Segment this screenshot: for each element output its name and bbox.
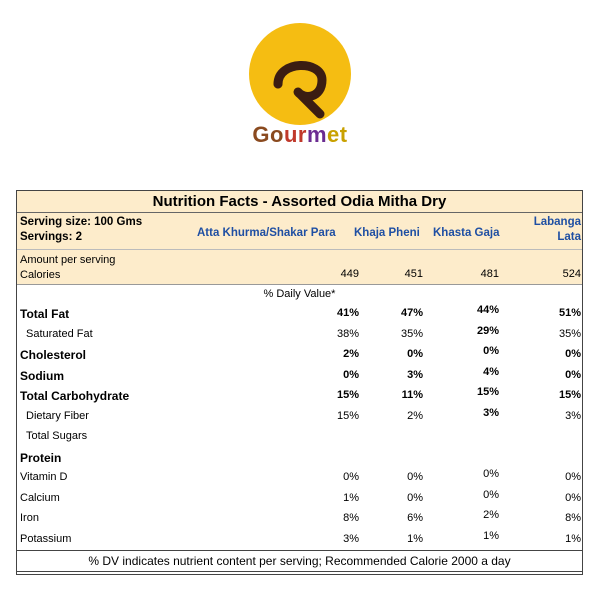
amount-label bbox=[20, 253, 115, 283]
table-row bbox=[17, 447, 582, 468]
nutrient-label: Total Carbohydrate bbox=[20, 389, 130, 403]
table-row bbox=[17, 365, 582, 386]
nutrient-value: 3% bbox=[343, 532, 359, 545]
nutrient-value: 15% bbox=[476, 386, 499, 398]
nutrient-value: 2% bbox=[407, 409, 423, 422]
table-row bbox=[17, 426, 582, 447]
nutrient-label: Cholesterol bbox=[20, 348, 87, 362]
column-header bbox=[522, 215, 581, 245]
nutrient-value: 15% bbox=[558, 389, 581, 401]
column-header: Atta Khurma/Shakar Para bbox=[197, 227, 336, 239]
calories-value: 524 bbox=[562, 268, 581, 280]
nutrient-value: 1% bbox=[343, 491, 359, 504]
gourmet-logo bbox=[248, 22, 352, 126]
nutrient-label: Dietary Fiber bbox=[26, 409, 89, 422]
nutrient-label: Total Fat bbox=[20, 307, 70, 321]
table-row bbox=[17, 324, 582, 345]
nutrient-value: 38% bbox=[336, 327, 359, 340]
nutrient-value: 6% bbox=[407, 512, 423, 524]
calories-value: 451 bbox=[404, 268, 423, 280]
table-row bbox=[17, 344, 582, 365]
nutrient-value: 8% bbox=[565, 512, 581, 524]
gourmet-logo-icon bbox=[248, 22, 352, 126]
dv-header-row bbox=[17, 285, 582, 303]
nutrient-value: 44% bbox=[476, 304, 499, 316]
nutrient-value: 4% bbox=[483, 365, 499, 378]
column-header: Khasta Gaja bbox=[433, 227, 500, 239]
column-header-line: Lata bbox=[557, 231, 581, 243]
nutrient-label: Calcium bbox=[20, 491, 60, 504]
nutrient-value: 35% bbox=[400, 327, 423, 340]
nutrient-value: 3% bbox=[407, 368, 423, 381]
amount-per-serving: Amount per serving bbox=[20, 254, 116, 266]
nutrient-label: Sodium bbox=[20, 368, 64, 383]
table-title: Nutrition Facts - Assorted Odia Mitha Dry bbox=[17, 191, 582, 213]
nutrient-value: 0% bbox=[565, 471, 581, 483]
brand-part: et bbox=[327, 122, 348, 147]
nutrient-value: 0% bbox=[483, 488, 499, 501]
calories-row bbox=[17, 250, 582, 285]
table-row bbox=[17, 488, 582, 509]
nutrient-value: 0% bbox=[343, 368, 359, 381]
calories-value: 481 bbox=[480, 268, 499, 280]
nutrient-value: 35% bbox=[558, 327, 581, 340]
table-footer-note: % DV indicates nutrient content per serving; Recommended Calorie 2000 a day bbox=[16, 550, 583, 572]
table-row bbox=[17, 406, 582, 427]
brand-name bbox=[0, 122, 600, 148]
nutrient-label: Total Sugars bbox=[26, 430, 88, 442]
nutrient-value: 1% bbox=[483, 529, 499, 542]
nutrient-value: 0% bbox=[343, 471, 359, 483]
column-header-line: Labanga bbox=[533, 216, 581, 228]
servings-count: Servings: 2 bbox=[20, 231, 82, 243]
nutrient-value: 0% bbox=[407, 348, 423, 360]
nutrient-rows bbox=[17, 285, 582, 549]
table-row bbox=[17, 529, 582, 550]
nutrient-value: 3% bbox=[565, 409, 581, 422]
brand-part: m bbox=[306, 122, 328, 147]
nutrient-value: 0% bbox=[565, 491, 581, 504]
nutrient-value: 11% bbox=[401, 389, 423, 401]
serving-info bbox=[20, 215, 142, 245]
nutrient-value: 0% bbox=[483, 345, 499, 357]
header-row bbox=[17, 213, 582, 250]
table-row bbox=[17, 385, 582, 406]
nutrient-value: 0% bbox=[565, 348, 581, 360]
calories-label: Calories bbox=[20, 269, 61, 281]
nutrition-table bbox=[16, 190, 583, 575]
nutrient-label: Potassium bbox=[20, 532, 72, 545]
nutrient-value: 2% bbox=[483, 509, 499, 521]
nutrient-label: Iron bbox=[20, 512, 39, 524]
nutrient-value: 8% bbox=[343, 512, 359, 524]
calories-value: 449 bbox=[340, 268, 359, 280]
daily-value-header: % Daily Value* bbox=[263, 288, 336, 300]
table-row bbox=[17, 303, 582, 324]
nutrient-value: 0% bbox=[483, 468, 499, 480]
nutrient-value: 47% bbox=[400, 307, 423, 319]
nutrient-value: 41% bbox=[336, 307, 359, 319]
nutrient-value: 0% bbox=[565, 368, 581, 381]
nutrient-value: 51% bbox=[558, 307, 581, 319]
nutrient-label: Vitamin D bbox=[20, 471, 68, 483]
column-header: Khaja Pheni bbox=[354, 227, 420, 239]
table-row bbox=[17, 467, 582, 488]
nutrient-label: Protein bbox=[20, 450, 62, 465]
nutrient-value: 15% bbox=[336, 389, 359, 401]
nutrient-value: 2% bbox=[343, 348, 359, 360]
serving-size: Serving size: 100 Gms bbox=[20, 216, 143, 228]
nutrient-value: 15% bbox=[336, 409, 359, 422]
nutrient-value: 3% bbox=[483, 406, 499, 419]
brand-part: Go bbox=[252, 122, 284, 147]
brand-part: ur bbox=[283, 122, 307, 147]
table-row bbox=[17, 508, 582, 529]
nutrient-label: Saturated Fat bbox=[26, 327, 93, 340]
nutrient-value: 0% bbox=[407, 491, 423, 504]
nutrient-value: 1% bbox=[407, 532, 423, 545]
nutrient-value: 1% bbox=[565, 532, 581, 545]
nutrient-value: 29% bbox=[476, 324, 499, 337]
nutrient-value: 0% bbox=[407, 471, 423, 483]
